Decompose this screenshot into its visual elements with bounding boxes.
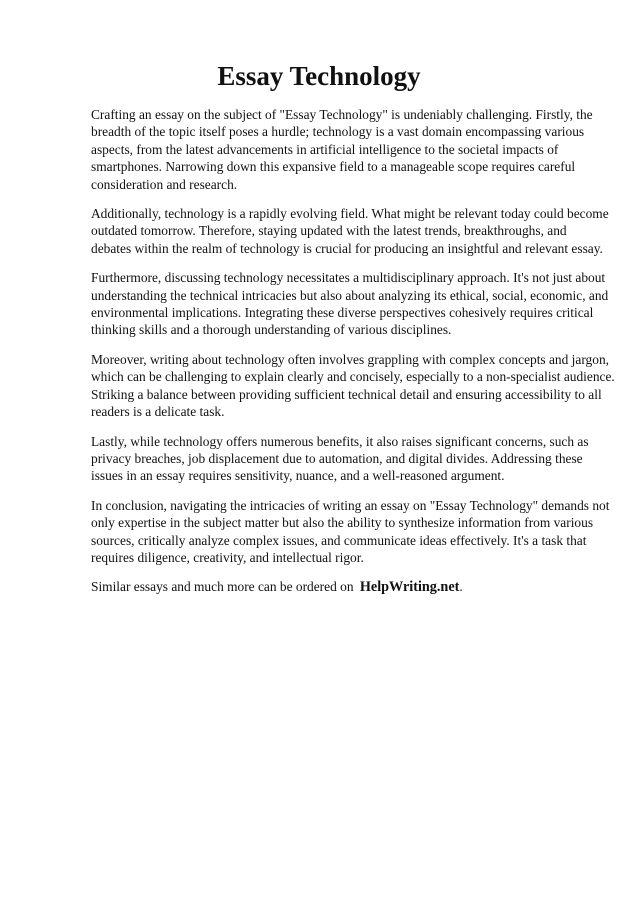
paragraph-1: [91, 106, 606, 193]
paragraph-line: environmental implications. Integrating these diverse perspectives cohesively requires critical: [91, 305, 594, 321]
paragraph-line: understanding the technical intricacies but also about analyzing its ethical, social, economic, and: [91, 287, 609, 303]
paragraph-6: [91, 497, 610, 567]
footer-text: Similar essays and much more can be ordered on: [91, 579, 354, 595]
paragraph-3: [91, 269, 609, 339]
paragraph-4: [91, 351, 615, 421]
paragraph-line: sources, critically analyze complex issues, and communicate ideas effectively. It's a task that: [91, 532, 587, 548]
paragraph-line: which can be challenging to explain clearly and concisely, especially to a non-specialist audience.: [91, 369, 615, 385]
paragraph-line: Additionally, technology is a rapidly evolving field. What might be relevant today could become: [91, 206, 609, 222]
paragraph-line: consideration and research.: [91, 176, 238, 192]
site-link[interactable]: HelpWriting.net: [359, 579, 460, 596]
paragraph-2: [91, 205, 609, 257]
paragraph-line: readers is a delicate task.: [91, 404, 225, 420]
footer-note: [91, 578, 606, 596]
paragraph-line: Moreover, writing about technology often involves grappling with complex concepts and jargon,: [91, 351, 609, 367]
paragraph-line: outdated tomorrow. Therefore, staying updated with the latest trends, breakthroughs, and: [91, 223, 567, 239]
paragraph-line: Striking a balance between providing sufficient technical detail and ensuring accessibility to all: [91, 386, 602, 402]
paragraph-line: Lastly, while technology offers numerous benefits, it also raises significant concerns, such as: [91, 433, 589, 449]
paragraph-line: privacy breaches, job displacement due to automation, and digital divides. Addressing these: [91, 450, 583, 466]
paragraph-line: In conclusion, navigating the intricacies of writing an essay on "Essay Technology" demands not: [91, 497, 610, 513]
paragraph-5: [91, 433, 606, 485]
paragraph-line: aspects, from the latest advancements in artificial intelligence to the societal impacts of: [91, 141, 559, 157]
paragraph-line: issues in an essay requires sensitivity, nuance, and a well-reasoned argument.: [91, 468, 505, 484]
paragraph-line: thinking skills and a thorough understanding of various disciplines.: [91, 322, 452, 338]
document-title: Essay Technology: [217, 61, 421, 91]
paragraph-line: debates within the realm of technology is crucial for producing an insightful and relevant essay.: [91, 240, 603, 256]
paragraph-line: smartphones. Narrowing down this expansive field to a manageable scope requires careful: [91, 159, 576, 175]
paragraph-line: Crafting an essay on the subject of "Essay Technology" is undeniably challenging. Firstly, the: [91, 107, 593, 122]
paragraph-line: requires diligence, creativity, and intellectual rigor.: [91, 549, 364, 565]
paragraph-line: Furthermore, discussing technology necessitates a multidisciplinary approach. It's not just about: [91, 270, 606, 286]
paragraph-line: breadth of the topic itself poses a hurdle; technology is a vast domain encompassing various: [91, 124, 585, 140]
footer-suffix: .: [459, 579, 463, 595]
paragraph-line: only expertise in the subject matter but also the ability to synthesize information from various: [91, 515, 594, 531]
document-body: [91, 106, 615, 597]
